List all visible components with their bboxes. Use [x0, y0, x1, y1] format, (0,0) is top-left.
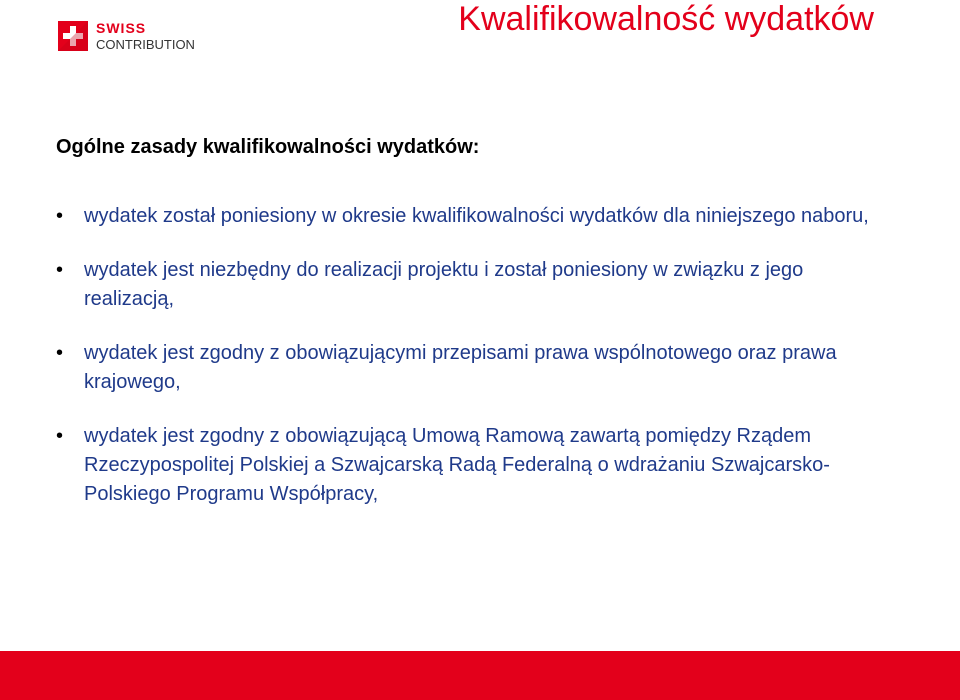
swiss-contribution-logo — [58, 18, 228, 58]
logo-text-swiss: SWISS — [96, 20, 147, 36]
footer-bar — [0, 651, 960, 700]
logo-text-contribution: CONTRIBUTION — [96, 37, 195, 52]
section-heading: Ogólne zasady kwalifikowalności wydatków: — [56, 136, 480, 158]
bullet-icon: • — [56, 342, 64, 364]
swiss-cross-icon — [58, 21, 88, 51]
list-item — [56, 339, 886, 397]
bullet-icon: • — [56, 205, 64, 227]
bullet-icon: • — [56, 259, 64, 281]
list-item — [56, 256, 886, 314]
criteria-list — [56, 202, 886, 534]
list-item — [56, 202, 886, 231]
list-item-text: wydatek jest zgodny z obowiązującymi przepisami prawa wspólnotowego oraz prawa krajowego, — [84, 342, 837, 393]
list-item — [56, 422, 886, 509]
list-item-text: wydatek został poniesiony w okresie kwalifikowalności wydatków dla niniejszego naboru, — [84, 205, 869, 227]
list-item-text: wydatek jest zgodny z obowiązującą Umową Ramową zawartą pomiędzy Rządem Rzeczypospolitej Polskiej a Szwajcarską Radą Federalną o wdrażaniu Szwajcarsko-Polskiego Programu Współpracy, — [84, 425, 830, 505]
list-item-text: wydatek jest niezbędny do realizacji projektu i został poniesiony w związku z jego realizacją, — [84, 259, 804, 310]
page-title: Kwalifikowalność wydatków — [458, 0, 874, 38]
bullet-icon: • — [56, 425, 64, 447]
